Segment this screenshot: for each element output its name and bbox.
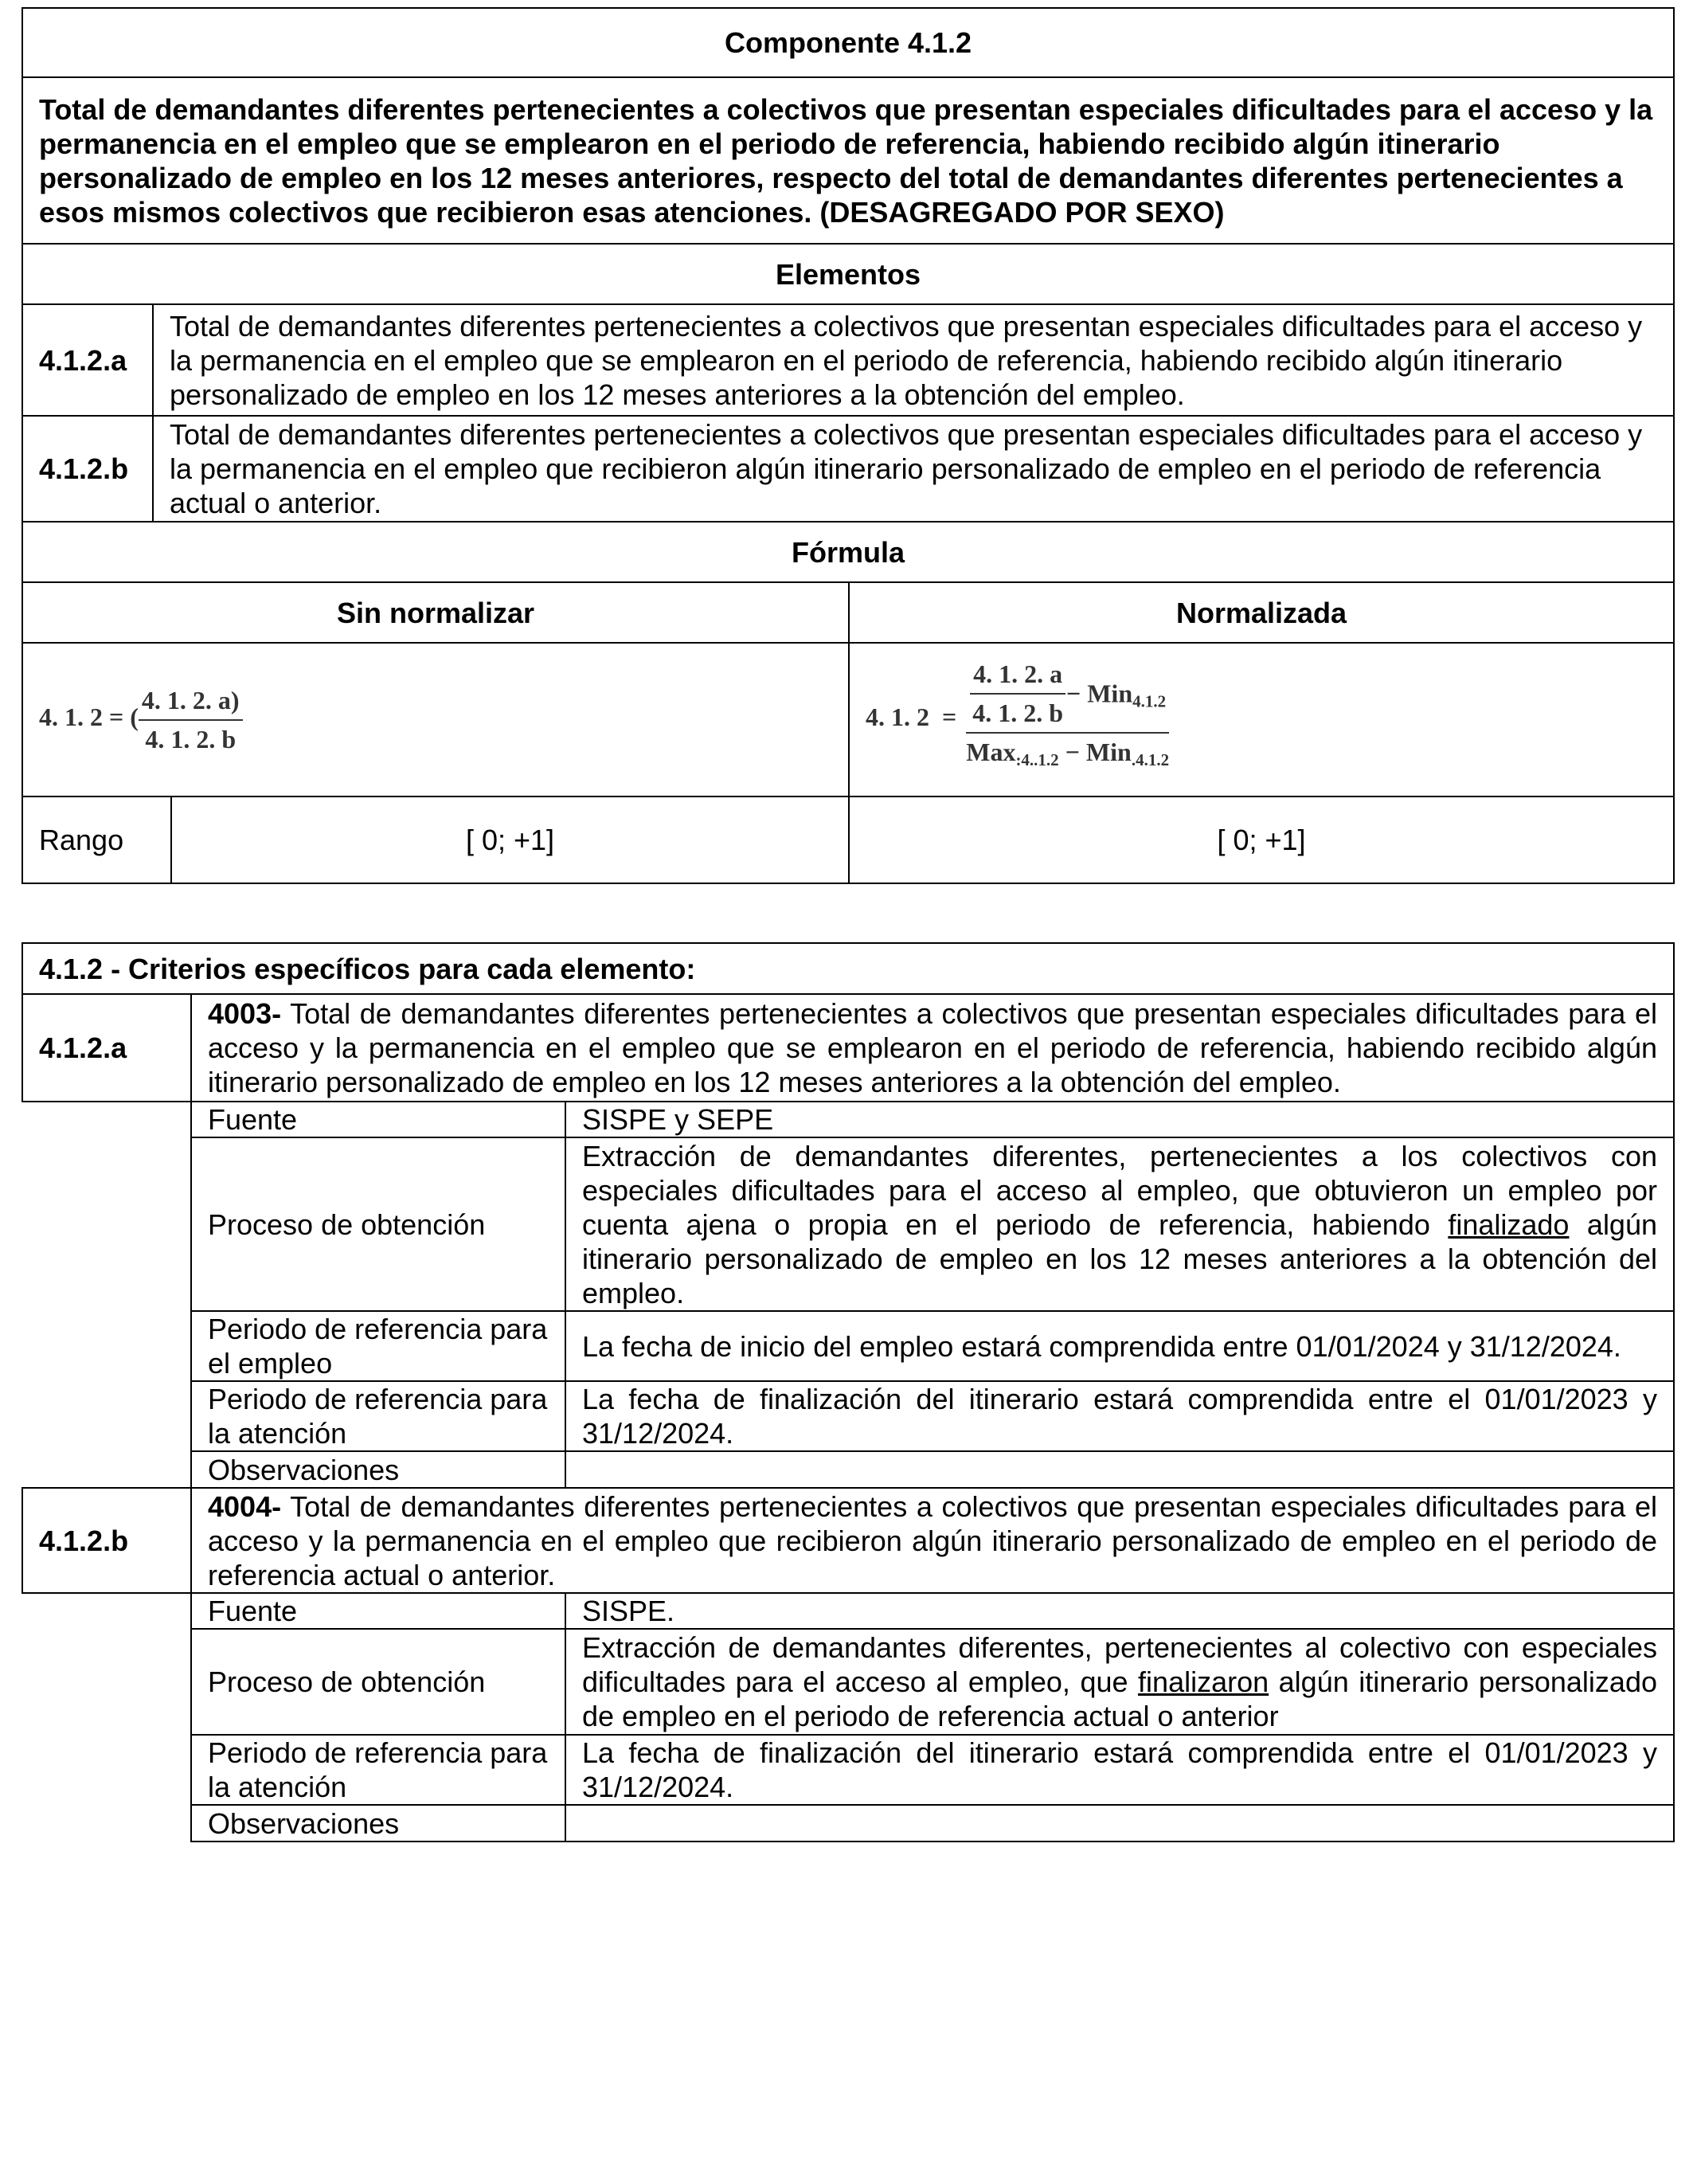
formula-norm-max: Max xyxy=(966,738,1016,766)
observaciones-label-a: Observaciones xyxy=(191,1451,565,1488)
indent-spacer xyxy=(22,1137,191,1311)
formula-raw-cell xyxy=(22,643,849,796)
proceso-value-b xyxy=(565,1629,1674,1735)
indent-spacer xyxy=(22,1593,191,1629)
criteria-number-b: 4004- xyxy=(208,1489,282,1523)
criteria-code-b: 4.1.2.b xyxy=(22,1488,191,1593)
fuente-value-a: SISPE y SEPE xyxy=(565,1102,1674,1137)
observaciones-value-a xyxy=(565,1451,1674,1488)
proceso-post-a: algún itinerario personalizado de empleo en los 12 meses anteriores a la obtención del empleo. xyxy=(582,1207,1658,1309)
criteria-text-a: Total de demandantes diferentes pertenecientes a colectivos que presentan especiales dificultades para el acceso y la permanencia en el empleo que se emplearon en el periodo de referencia, habiendo recibido algún itinerario personalizado de empleo en los 12 meses anteriores a la obtención del empleo. xyxy=(208,997,1657,1098)
periodo-empleo-value-a: La fecha de inicio del empleo estará comprendida entre 01/01/2024 y 31/12/2024. xyxy=(565,1311,1674,1381)
indent-spacer xyxy=(22,1805,191,1842)
proceso-underline-a: finalizado xyxy=(1448,1207,1570,1241)
formula-norm-fraction xyxy=(963,662,1172,777)
formula-raw-lhs: 4. 1. 2 = ( xyxy=(39,702,139,731)
component-title: Componente 4.1.2 xyxy=(22,8,1674,77)
formula-norm-min-sub: 4.1.2 xyxy=(1132,691,1167,711)
element-code-a: 4.1.2.a xyxy=(22,304,153,416)
formula-norm-minus-min: − Min xyxy=(1065,679,1133,708)
criteria-desc-a xyxy=(191,994,1674,1102)
observaciones-label-b: Observaciones xyxy=(191,1805,565,1842)
observaciones-value-b xyxy=(565,1805,1674,1842)
criteria-text-b: Total de demandantes diferentes pertenecientes a colectivos que presentan especiales dificultades para el acceso y la permanencia en el empleo que recibieron algún itinerario personalizado de empleo en el periodo de referencia actual o anterior. xyxy=(208,1489,1657,1591)
formula-norm-cell xyxy=(849,643,1674,796)
component-description: Total de demandantes diferentes pertenecientes a colectivos que presentan especiales dificultades para el acceso y la permanencia en el empleo que se emplearon en el periodo de referencia, habiendo recibido algún itinerario personalizado de empleo en los 12 meses anteriores, respecto del total de demandantes diferentes pertenecientes a esos mismos colectivos que recibieron esas atenciones. (DESAGREGADO POR SEXO) xyxy=(22,77,1674,244)
rango-raw: [ 0; +1] xyxy=(171,796,849,883)
criteria-table xyxy=(22,942,1675,1842)
periodo-empleo-label-a: Periodo de referencia para el empleo xyxy=(191,1311,565,1381)
proceso-post-b: algún itinerario personalizado de empleo en el periodo de referencia actual o anterior xyxy=(582,1665,1657,1732)
criteria-header: 4.1.2 - Criterios específicos para cada elemento: xyxy=(22,943,1674,994)
proceso-underline-b: finalizaron xyxy=(1138,1665,1269,1698)
indent-spacer xyxy=(22,1451,191,1488)
proceso-label-a: Proceso de obtención xyxy=(191,1137,565,1311)
criteria-desc-b xyxy=(191,1488,1674,1593)
formula-raw xyxy=(39,685,243,753)
formula-raw-fraction xyxy=(139,683,243,757)
criteria-code-a: 4.1.2.a xyxy=(22,994,191,1102)
formula-norm-numerator xyxy=(966,662,1169,734)
sin-normalizar-header: Sin normalizar xyxy=(22,582,849,643)
proceso-pre-a: Extracción de demandantes diferentes, pertenecientes a los colectivos con especiales dificultades para el acceso al empleo, que obtuvieron un empleo por cuenta ajena o propia en el periodo de referencia, habiendo xyxy=(582,1139,1657,1241)
formula-norm-inner-fraction xyxy=(969,657,1066,730)
rango-normalized: [ 0; +1] xyxy=(849,796,1674,883)
indent-spacer xyxy=(22,1735,191,1805)
formula-norm-minus: − Min xyxy=(1058,738,1132,766)
formula-norm-max-sub: :4..1.2 xyxy=(1015,750,1059,769)
formula-norm-inner-den: 4. 1. 2. b xyxy=(972,699,1063,727)
element-text-a: Total de demandantes diferentes pertenecientes a colectivos que presentan especiales dificultades para el acceso y la permanencia en el empleo que se emplearon en el periodo de referencia, habiendo recibido algún itinerario personalizado de empleo en los 12 meses anteriores a la obtención del empleo. xyxy=(153,304,1674,416)
periodo-atencion-value-b: La fecha de finalización del itinerario estará comprendida entre el 01/01/2023 y 31/12/2024. xyxy=(565,1735,1674,1805)
periodo-atencion-label-b: Periodo de referencia para la atención xyxy=(191,1735,565,1805)
criteria-number-a: 4003- xyxy=(208,997,282,1030)
indent-spacer xyxy=(22,1311,191,1381)
formula-raw-numerator: 4. 1. 2. a) xyxy=(139,683,243,721)
formula-header: Fórmula xyxy=(22,522,1674,582)
formula-raw-denominator: 4. 1. 2. b xyxy=(145,724,237,753)
formula-norm-denominator xyxy=(963,734,1172,777)
normalizada-header: Normalizada xyxy=(849,582,1674,643)
elements-header: Elementos xyxy=(22,244,1674,304)
proceso-value-a xyxy=(565,1137,1674,1311)
fuente-label-b: Fuente xyxy=(191,1593,565,1629)
proceso-pre-b: Extracción de demandantes diferentes, pertenecientes al colectivo con especiales dificultades para el acceso al empleo, que xyxy=(582,1631,1657,1698)
indent-spacer xyxy=(22,1629,191,1735)
periodo-atencion-value-a: La fecha de finalización del itinerario estará comprendida entre el 01/01/2023 y 31/12/2024. xyxy=(565,1381,1674,1451)
formula-norm-lhs: 4. 1. 2 = xyxy=(866,702,957,731)
proceso-label-b: Proceso de obtención xyxy=(191,1629,565,1735)
formula-normalized xyxy=(866,660,1172,769)
formula-norm-min-sub2: .4.1.2 xyxy=(1131,750,1170,769)
component-table xyxy=(22,7,1675,884)
formula-norm-inner-num: 4. 1. 2. a xyxy=(970,657,1065,695)
fuente-value-b: SISPE. xyxy=(565,1593,1674,1629)
periodo-atencion-label-a: Periodo de referencia para la atención xyxy=(191,1381,565,1451)
element-text-b: Total de demandantes diferentes pertenecientes a colectivos que presentan especiales dificultades para el acceso y la permanencia en el empleo que recibieron algún itinerario personalizado de empleo en el periodo de referencia actual o anterior. xyxy=(153,416,1674,522)
element-code-b: 4.1.2.b xyxy=(22,416,153,522)
indent-spacer xyxy=(22,1102,191,1137)
fuente-label-a: Fuente xyxy=(191,1102,565,1137)
rango-label: Rango xyxy=(22,796,171,883)
indent-spacer xyxy=(22,1381,191,1451)
